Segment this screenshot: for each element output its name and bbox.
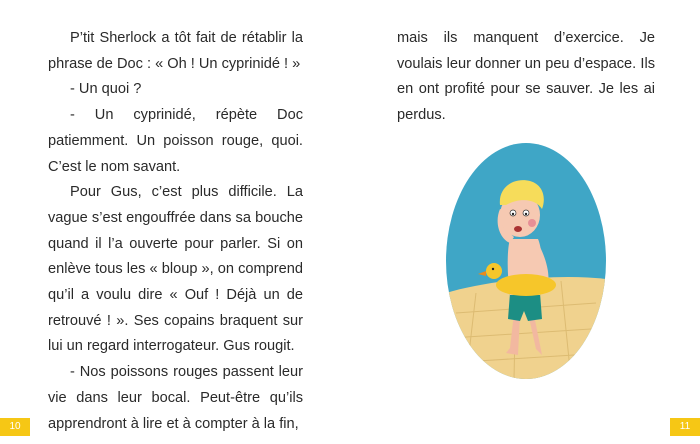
duck-eye	[492, 268, 494, 270]
paragraph: mais ils manquent d’exercice. Je voulais leur donner un peu d’espace. Ils en ont profité pour se sauver. Je les ai perdus.	[397, 30, 655, 124]
boy-with-duck-float-illustration	[446, 143, 606, 379]
paragraph: - Un quoi ?	[70, 81, 142, 98]
boy-mouth	[514, 226, 522, 232]
duck-head	[486, 263, 502, 279]
boy-cheek	[528, 219, 536, 227]
page-number-right: 11	[670, 418, 700, 436]
duck-float-ring	[496, 274, 556, 296]
paragraph: - Un cyprinidé, répète Doc patiemment. Un poisson rouge, quoi. C’est le nom savant.	[48, 107, 303, 175]
paragraph: P’tit Sherlock a tôt fait de rétablir la phrase de Doc : « Oh ! Un cyprinidé ! »	[48, 30, 303, 72]
paragraph: Pour Gus, c’est plus difficile. La vague s’est engouffrée dans sa bouche quand il l’a ouverte pour parler. Si on enlève tous les « bloup », on comprend qu’il a voulu dire « Ouf ! Déjà un de retrouvé ! ». Ses copains braquent sur lui un regard interrogateur. Gus rougit.	[48, 184, 303, 355]
page-number-left: 10	[0, 418, 30, 436]
left-text-column	[48, 26, 303, 437]
right-text-column	[397, 26, 655, 129]
paragraph: - Nos poissons rouges passent leur vie dans leur bocal. Peut-être qu’ils apprendront à lire et à compter à la fin,	[48, 364, 303, 432]
